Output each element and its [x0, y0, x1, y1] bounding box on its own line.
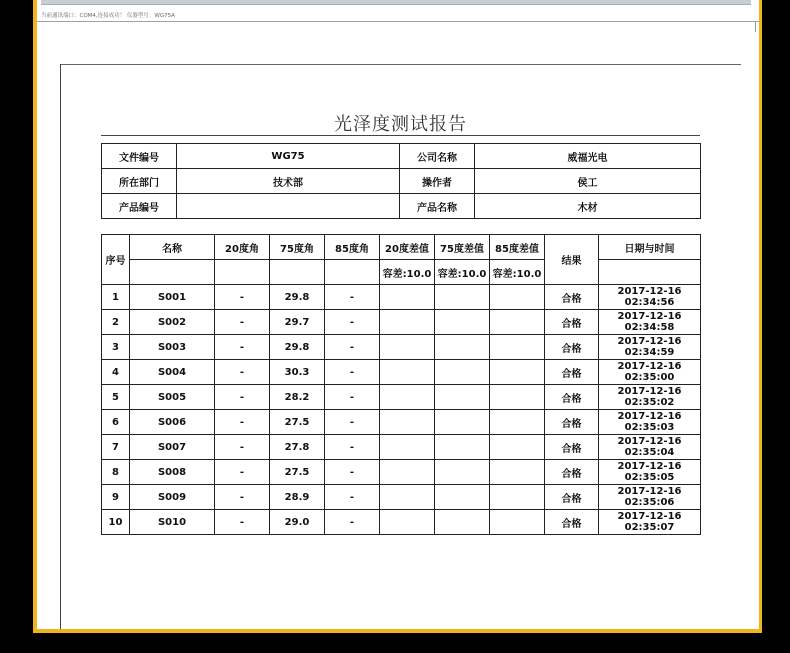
- row-seq: 4: [102, 360, 130, 385]
- blank-cell: [270, 260, 325, 285]
- header-result: 结果: [545, 235, 599, 285]
- row-result: 合格: [545, 410, 599, 435]
- row-seq: 8: [102, 460, 130, 485]
- row-deg85: -: [325, 385, 380, 410]
- info-value: 技术部: [177, 169, 400, 194]
- info-label: 操作者: [400, 169, 475, 194]
- row-name: S008: [130, 460, 215, 485]
- report-title: 光泽度测试报告: [334, 114, 467, 135]
- row-diff20: [380, 510, 435, 535]
- row-diff75: [435, 360, 490, 385]
- row-datetime: 2017-12-16 02:35:00: [599, 360, 701, 385]
- info-value: 木材: [475, 194, 701, 219]
- table-row: [102, 285, 701, 310]
- row-seq: 9: [102, 485, 130, 510]
- table-row: [102, 360, 701, 385]
- row-result: 合格: [545, 285, 599, 310]
- header-seq: 序号: [102, 235, 130, 285]
- row-deg75: 28.2: [270, 385, 325, 410]
- row-diff20: [380, 485, 435, 510]
- title-underline: [101, 135, 700, 136]
- tolerance-row: [102, 260, 701, 285]
- row-result: 合格: [545, 360, 599, 385]
- info-row: [102, 169, 701, 194]
- header-name: 名称: [130, 235, 215, 260]
- row-name: S003: [130, 335, 215, 360]
- divider: [755, 22, 756, 32]
- info-label: 公司名称: [400, 144, 475, 169]
- blank-cell: [599, 260, 701, 285]
- row-diff75: [435, 385, 490, 410]
- row-diff20: [380, 460, 435, 485]
- row-diff75: [435, 285, 490, 310]
- row-result: 合格: [545, 385, 599, 410]
- results-table: [101, 234, 701, 535]
- header-diff20: 20度差值: [380, 235, 435, 260]
- row-deg20: -: [215, 435, 270, 460]
- window-frame-bottom: [33, 629, 762, 633]
- tolerance-diff75: 容差:10.0: [435, 260, 490, 285]
- row-datetime: 2017-12-16 02:35:05: [599, 460, 701, 485]
- header-diff75: 75度差值: [435, 235, 490, 260]
- row-datetime: 2017-12-16 02:35:07: [599, 510, 701, 535]
- page-border-left: [60, 64, 61, 629]
- row-diff75: [435, 510, 490, 535]
- info-table: [101, 143, 701, 219]
- row-deg20: -: [215, 285, 270, 310]
- row-diff85: [490, 485, 545, 510]
- info-row: [102, 144, 701, 169]
- info-label: 所在部门: [102, 169, 177, 194]
- row-deg75: 29.0: [270, 510, 325, 535]
- row-deg20: -: [215, 460, 270, 485]
- row-diff75: [435, 310, 490, 335]
- row-result: 合格: [545, 510, 599, 535]
- row-datetime: 2017-12-16 02:35:06: [599, 485, 701, 510]
- row-diff20: [380, 310, 435, 335]
- row-datetime: 2017-12-16 02:35:04: [599, 435, 701, 460]
- row-deg85: -: [325, 510, 380, 535]
- row-deg75: 29.8: [270, 285, 325, 310]
- table-row: [102, 310, 701, 335]
- row-diff20: [380, 360, 435, 385]
- row-deg20: -: [215, 360, 270, 385]
- info-row: [102, 194, 701, 219]
- row-deg20: -: [215, 310, 270, 335]
- row-datetime: 2017-12-16 02:35:03: [599, 410, 701, 435]
- row-result: 合格: [545, 485, 599, 510]
- header-datetime: 日期与时间: [599, 235, 701, 260]
- header-diff85: 85度差值: [490, 235, 545, 260]
- blank-cell: [130, 260, 215, 285]
- row-deg75: 29.8: [270, 335, 325, 360]
- row-diff85: [490, 360, 545, 385]
- row-datetime: 2017-12-16 02:35:02: [599, 385, 701, 410]
- header-deg75: 75度角: [270, 235, 325, 260]
- horizontal-scrollbar[interactable]: [41, 0, 751, 5]
- table-row: [102, 485, 701, 510]
- blank-cell: [215, 260, 270, 285]
- row-name: S007: [130, 435, 215, 460]
- row-deg85: -: [325, 285, 380, 310]
- row-deg20: -: [215, 335, 270, 360]
- header-row: [102, 235, 701, 260]
- info-label: 产品名称: [400, 194, 475, 219]
- row-diff85: [490, 310, 545, 335]
- info-label: 文件编号: [102, 144, 177, 169]
- row-name: S002: [130, 310, 215, 335]
- row-diff85: [490, 335, 545, 360]
- row-result: 合格: [545, 335, 599, 360]
- status-bar: [37, 0, 759, 22]
- row-result: 合格: [545, 310, 599, 335]
- header-deg20: 20度角: [215, 235, 270, 260]
- row-diff20: [380, 335, 435, 360]
- header-deg85: 85度角: [325, 235, 380, 260]
- table-row: [102, 460, 701, 485]
- row-diff75: [435, 460, 490, 485]
- row-name: S009: [130, 485, 215, 510]
- row-diff20: [380, 435, 435, 460]
- row-name: S006: [130, 410, 215, 435]
- row-deg20: -: [215, 485, 270, 510]
- info-value: 侯工: [475, 169, 701, 194]
- row-diff75: [435, 335, 490, 360]
- row-seq: 6: [102, 410, 130, 435]
- row-result: 合格: [545, 435, 599, 460]
- row-deg75: 27.8: [270, 435, 325, 460]
- report-preview: [37, 22, 759, 629]
- blank-cell: [325, 260, 380, 285]
- row-diff85: [490, 385, 545, 410]
- row-seq: 7: [102, 435, 130, 460]
- row-deg85: -: [325, 310, 380, 335]
- info-value: WG75: [177, 144, 400, 169]
- row-deg75: 27.5: [270, 410, 325, 435]
- info-label: 产品编号: [102, 194, 177, 219]
- row-datetime: 2017-12-16 02:34:58: [599, 310, 701, 335]
- page-border-top: [60, 64, 741, 65]
- table-row: [102, 335, 701, 360]
- table-row: [102, 435, 701, 460]
- row-deg85: -: [325, 335, 380, 360]
- row-diff85: [490, 285, 545, 310]
- row-name: S005: [130, 385, 215, 410]
- info-value: [177, 194, 400, 219]
- row-seq: 10: [102, 510, 130, 535]
- row-deg85: -: [325, 460, 380, 485]
- row-deg75: 29.7: [270, 310, 325, 335]
- tolerance-diff85: 容差:10.0: [490, 260, 545, 285]
- row-datetime: 2017-12-16 02:34:59: [599, 335, 701, 360]
- row-deg85: -: [325, 360, 380, 385]
- row-diff20: [380, 410, 435, 435]
- row-seq: 5: [102, 385, 130, 410]
- row-diff85: [490, 410, 545, 435]
- row-deg75: 27.5: [270, 460, 325, 485]
- table-row: [102, 385, 701, 410]
- row-deg20: -: [215, 510, 270, 535]
- row-deg75: 30.3: [270, 360, 325, 385]
- row-deg85: -: [325, 410, 380, 435]
- info-value: 威福光电: [475, 144, 701, 169]
- row-result: 合格: [545, 460, 599, 485]
- row-seq: 3: [102, 335, 130, 360]
- row-diff75: [435, 485, 490, 510]
- tolerance-diff20: 容差:10.0: [380, 260, 435, 285]
- table-row: [102, 410, 701, 435]
- row-name: S010: [130, 510, 215, 535]
- row-diff75: [435, 410, 490, 435]
- row-deg20: -: [215, 410, 270, 435]
- row-diff85: [490, 435, 545, 460]
- row-seq: 1: [102, 285, 130, 310]
- row-name: S004: [130, 360, 215, 385]
- row-seq: 2: [102, 310, 130, 335]
- row-deg85: -: [325, 435, 380, 460]
- row-diff20: [380, 385, 435, 410]
- row-datetime: 2017-12-16 02:34:56: [599, 285, 701, 310]
- status-text: 当前通讯端口：COM4,连接成功！ 仪器型号：WG75A: [41, 13, 175, 19]
- row-deg75: 28.9: [270, 485, 325, 510]
- row-diff85: [490, 460, 545, 485]
- row-name: S001: [130, 285, 215, 310]
- row-diff20: [380, 285, 435, 310]
- row-diff85: [490, 510, 545, 535]
- table-row: [102, 510, 701, 535]
- row-diff75: [435, 435, 490, 460]
- row-deg20: -: [215, 385, 270, 410]
- row-deg85: -: [325, 485, 380, 510]
